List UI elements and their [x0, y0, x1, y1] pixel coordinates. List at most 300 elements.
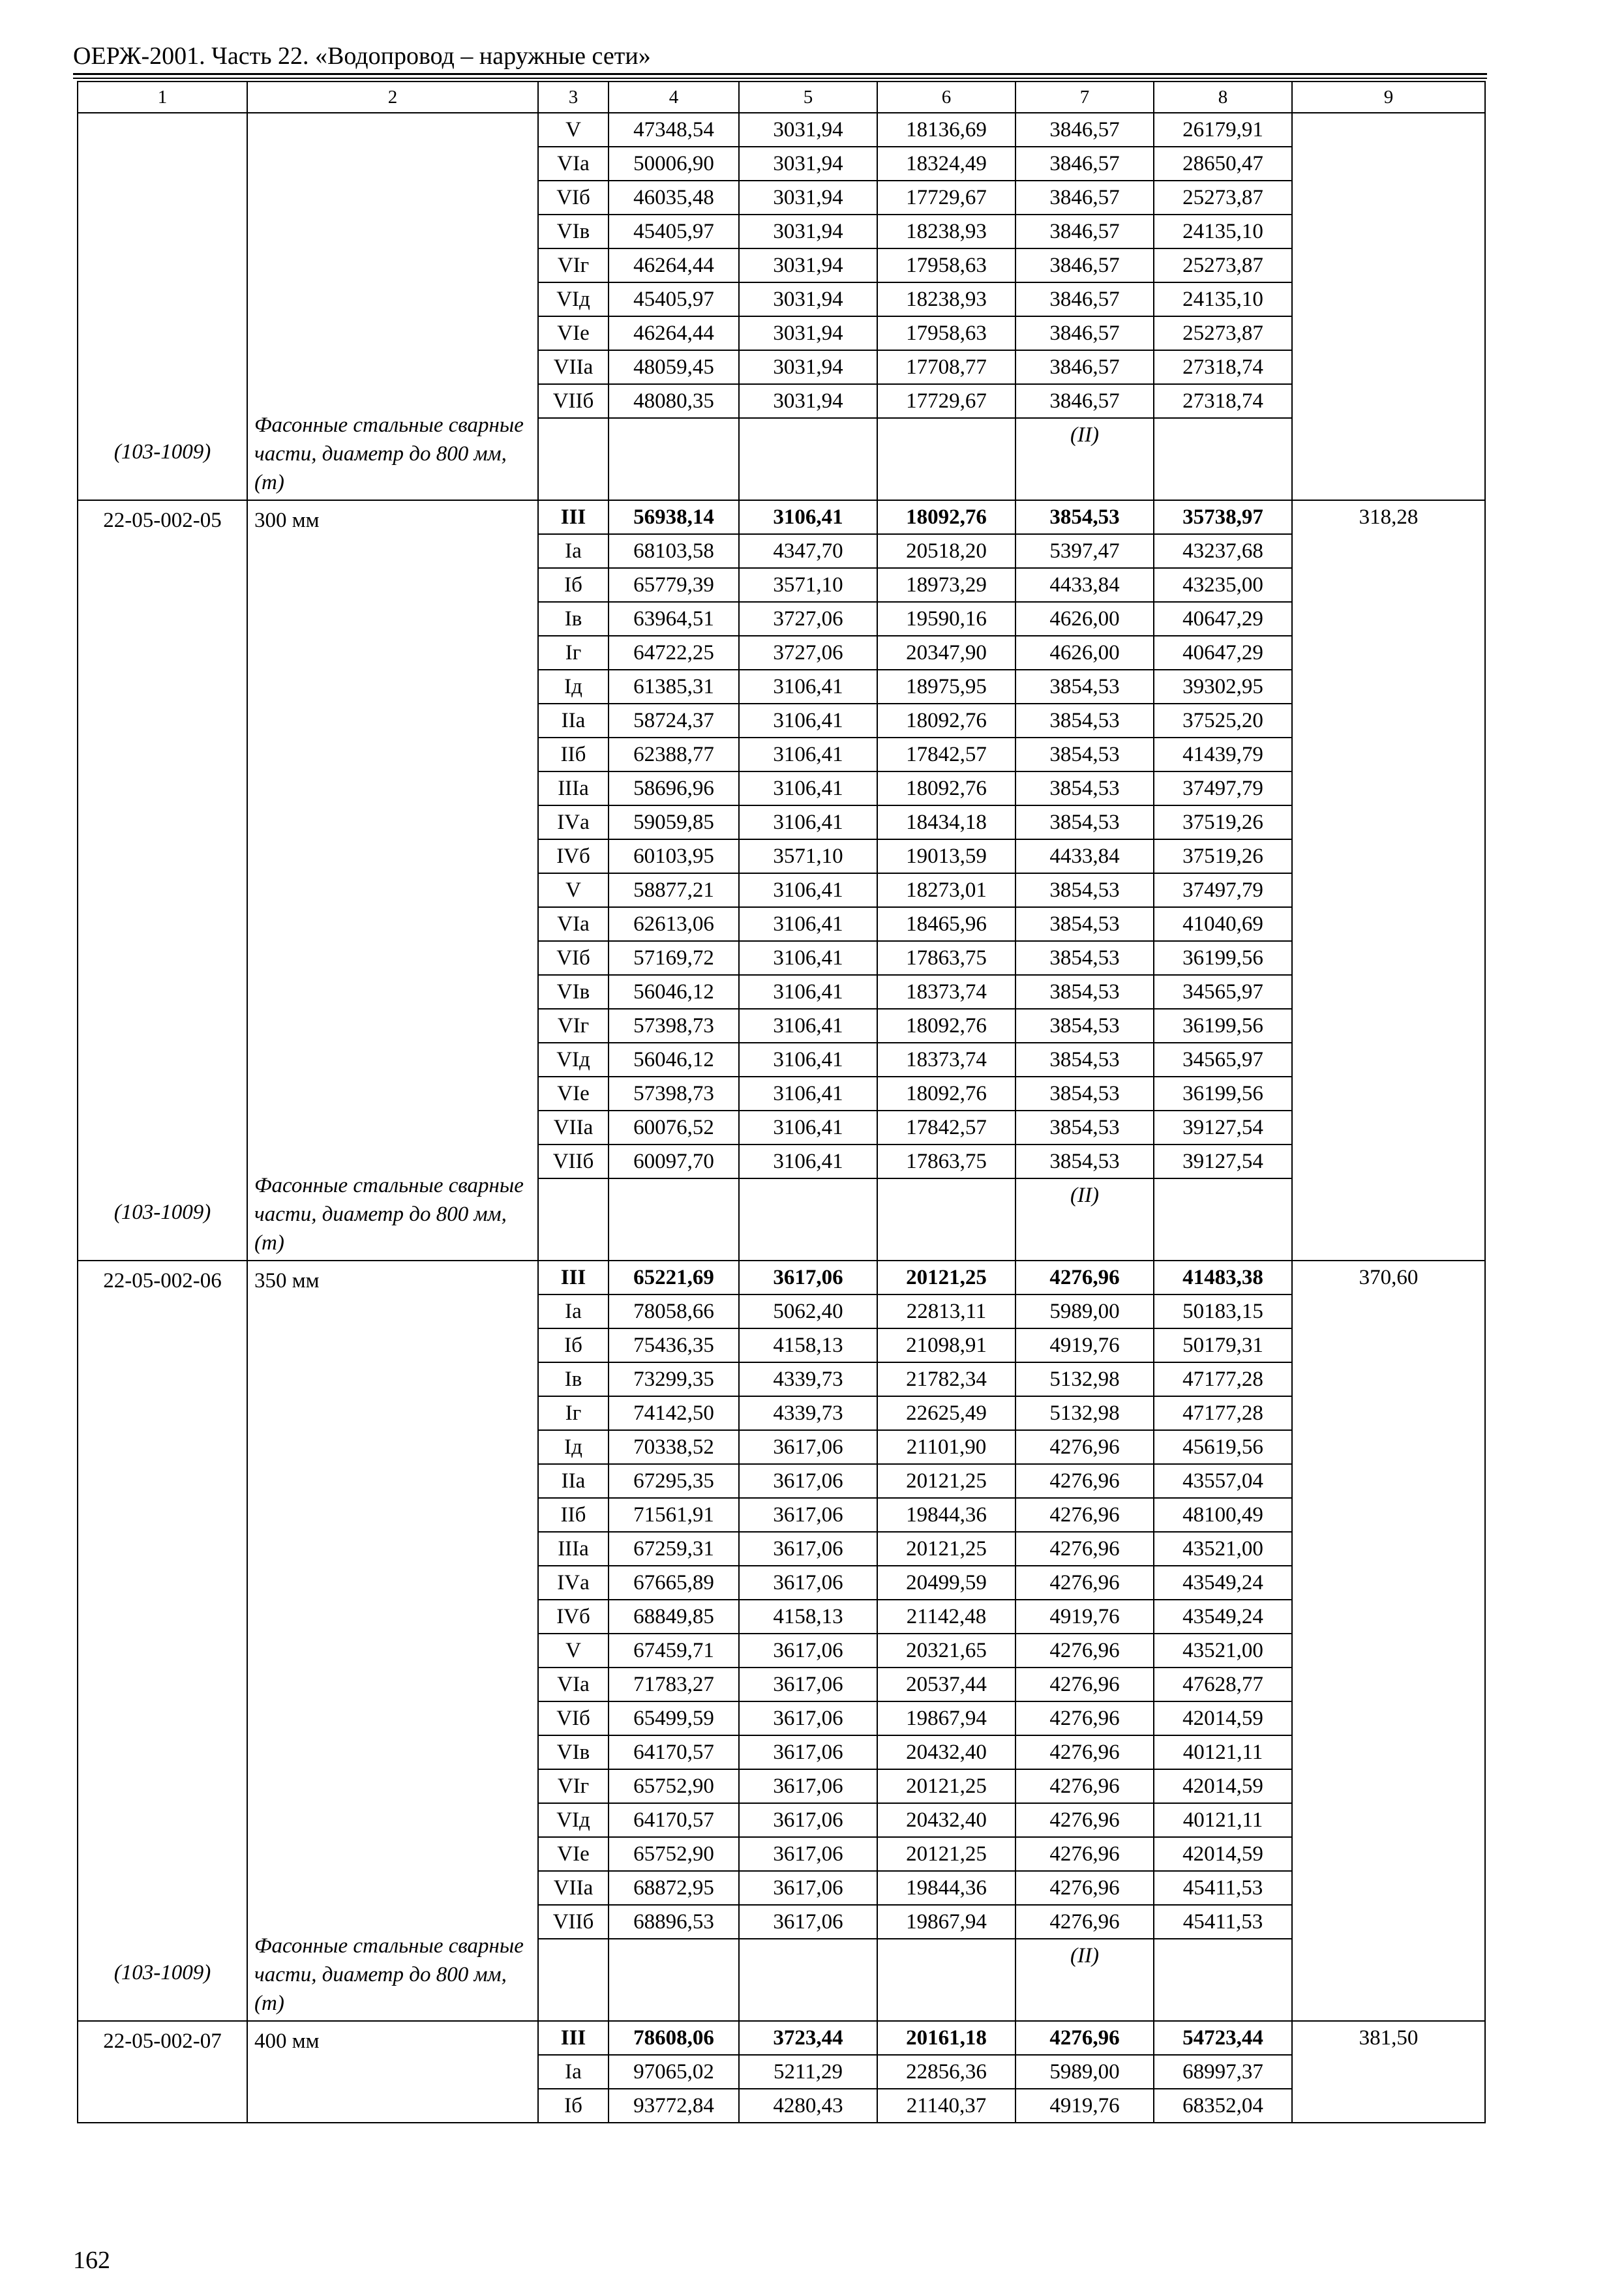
price-value-cell: 3106,41 [739, 704, 877, 738]
zone-code-cell: V [538, 113, 609, 147]
price-value-cell: 3106,41 [739, 1043, 877, 1077]
item-code: 22-05-002-05 [103, 509, 222, 532]
zone-code-cell: IIб [538, 738, 609, 771]
price-value-cell: 4347,70 [739, 534, 877, 568]
price-value-cell: 3854,53 [1015, 907, 1154, 941]
price-value-cell: 37525,20 [1154, 704, 1292, 738]
price-value-cell: 20432,40 [877, 1803, 1015, 1837]
price-value-cell: 3854,53 [1015, 771, 1154, 805]
price-value-cell: 4433,84 [1015, 839, 1154, 873]
price-value-cell: 4158,13 [739, 1600, 877, 1634]
price-value-cell: 3854,53 [1015, 704, 1154, 738]
price-value-cell: 34565,97 [1154, 975, 1292, 1009]
price-value-cell: 3106,41 [739, 771, 877, 805]
item-name: 400 мм [254, 2029, 320, 2053]
price-value-cell: 3031,94 [739, 147, 877, 181]
code-cell-content [78, 501, 247, 1260]
zone-code-cell: VIг [538, 1009, 609, 1043]
price-value-cell: 4280,43 [739, 2089, 877, 2123]
price-value-cell: 3031,94 [739, 181, 877, 215]
price-value-cell: 40121,11 [1154, 1803, 1292, 1837]
col9-value: 370,60 [1359, 1266, 1419, 1289]
price-value-cell: 3846,57 [1015, 248, 1154, 282]
price-value-cell: 54723,44 [1154, 2021, 1292, 2055]
price-value-cell: 73299,35 [609, 1362, 739, 1396]
zone-code-cell: Iб [538, 568, 609, 602]
price-value-cell: 3106,41 [739, 873, 877, 907]
price-value-cell: 18273,01 [877, 873, 1015, 907]
price-value-cell: 3617,06 [739, 1634, 877, 1668]
price-value-cell: 3106,41 [739, 1009, 877, 1043]
resource-code-cell [78, 113, 247, 500]
price-value-cell: 20161,18 [877, 2021, 1015, 2055]
item-name-cell [247, 2021, 538, 2123]
price-value-cell: 3106,41 [739, 1111, 877, 1144]
price-value-cell: 20321,65 [877, 1634, 1015, 1668]
price-value-cell: 45405,97 [609, 215, 739, 248]
price-value-cell: 4626,00 [1015, 636, 1154, 670]
zone-code-cell: IVа [538, 1566, 609, 1600]
price-value-cell: 3031,94 [739, 316, 877, 350]
zone-code-cell: VIв [538, 1735, 609, 1769]
price-value-cell: 43237,68 [1154, 534, 1292, 568]
price-value-cell: 37519,26 [1154, 805, 1292, 839]
price-value-cell: 36199,56 [1154, 1009, 1292, 1043]
price-value-cell: 64722,25 [609, 636, 739, 670]
empty-cell [609, 1939, 739, 2021]
price-value-cell: 3031,94 [739, 282, 877, 316]
price-value-cell: 4276,96 [1015, 1430, 1154, 1464]
price-value-cell: 3727,06 [739, 636, 877, 670]
price-value-cell: 3727,06 [739, 602, 877, 636]
price-value-cell: 21140,37 [877, 2089, 1015, 2123]
col9-value: 381,50 [1359, 2026, 1419, 2050]
price-value-cell: 43521,00 [1154, 1634, 1292, 1668]
reference-col8-cell [1015, 418, 1154, 500]
resource-code-cell [78, 500, 247, 1261]
zone-code-cell: VIIа [538, 350, 609, 384]
price-value-cell: 19590,16 [877, 602, 1015, 636]
item-code: 22-05-002-06 [103, 1269, 222, 1293]
price-value-cell: 19013,59 [877, 839, 1015, 873]
reference-name: Фасонные стальные сварные части, диаметр до 800 мм, (т) [254, 1174, 524, 1255]
reference-name: Фасонные стальные сварные части, диаметр до 800 мм, (т) [254, 413, 524, 494]
zone-code-cell: IVб [538, 1600, 609, 1634]
price-value-cell: 4276,96 [1015, 1803, 1154, 1837]
price-value-cell: 24135,10 [1154, 282, 1292, 316]
price-value-cell: 43235,00 [1154, 568, 1292, 602]
price-value-cell: 19867,94 [877, 1905, 1015, 1939]
item-name: 300 мм [254, 509, 320, 532]
price-value-cell: 64170,57 [609, 1735, 739, 1769]
price-value-cell: 56938,14 [609, 500, 739, 534]
price-value-cell: 56046,12 [609, 1043, 739, 1077]
zone-code-cell: Iб [538, 2089, 609, 2123]
price-value-cell: 4919,76 [1015, 1600, 1154, 1634]
price-value-cell: 3846,57 [1015, 282, 1154, 316]
reference-name: Фасонные стальные сварные части, диаметр до 800 мм, (т) [254, 1934, 524, 2015]
price-value-cell: 3854,53 [1015, 1111, 1154, 1144]
price-value-cell: 45619,56 [1154, 1430, 1292, 1464]
zone-code-cell: Iг [538, 1396, 609, 1430]
price-value-cell: 71561,91 [609, 1498, 739, 1532]
price-value-cell: 46264,44 [609, 316, 739, 350]
price-value-cell: 20499,59 [877, 1566, 1015, 1600]
price-value-cell: 3846,57 [1015, 384, 1154, 418]
price-value-cell: 3617,06 [739, 1566, 877, 1600]
zone-code-cell: VIа [538, 147, 609, 181]
price-value-cell: 67665,89 [609, 1566, 739, 1600]
column-number: 4 [609, 82, 739, 113]
price-value-cell: 41040,69 [1154, 907, 1292, 941]
zone-code-cell: VIа [538, 907, 609, 941]
price-value-cell: 40647,29 [1154, 636, 1292, 670]
price-value-cell: 41483,38 [1154, 1261, 1292, 1294]
price-value-cell: 4276,96 [1015, 1837, 1154, 1871]
zone-code-cell: VIд [538, 282, 609, 316]
price-value-cell: 3846,57 [1015, 215, 1154, 248]
price-value-cell: 18373,74 [877, 975, 1015, 1009]
price-value-cell: 45411,53 [1154, 1871, 1292, 1905]
price-value-cell: 25273,87 [1154, 316, 1292, 350]
price-value-cell: 18373,74 [877, 1043, 1015, 1077]
empty-cell [538, 1178, 609, 1261]
zone-code-cell: VIIа [538, 1871, 609, 1905]
price-value-cell: 43549,24 [1154, 1566, 1292, 1600]
price-value-cell: 3854,53 [1015, 941, 1154, 975]
price-value-cell: 20347,90 [877, 636, 1015, 670]
price-value-cell: 3854,53 [1015, 1077, 1154, 1111]
price-value-cell: 65499,59 [609, 1701, 739, 1735]
price-value-cell: 3106,41 [739, 738, 877, 771]
resource-code-cell [78, 1261, 247, 2021]
reference-col8: (II) [1070, 1184, 1099, 1207]
price-value-cell: 3854,53 [1015, 738, 1154, 771]
price-value-cell: 48080,35 [609, 384, 739, 418]
name-cell-content [248, 2022, 537, 2122]
price-value-cell: 3617,06 [739, 1464, 877, 1498]
price-value-cell: 39127,54 [1154, 1144, 1292, 1178]
zone-code-cell: VIг [538, 248, 609, 282]
price-value-cell: 18973,29 [877, 568, 1015, 602]
empty-cell [739, 1939, 877, 2021]
price-value-cell: 58724,37 [609, 704, 739, 738]
header-rule [73, 73, 1487, 75]
price-value-cell: 3106,41 [739, 907, 877, 941]
zone-code-cell: IIб [538, 1498, 609, 1532]
price-value-cell: 4158,13 [739, 1328, 877, 1362]
price-value-cell: 4276,96 [1015, 1769, 1154, 1803]
price-value-cell: 18092,76 [877, 500, 1015, 534]
reference-code: (103-1009) [113, 1201, 211, 1224]
price-value-cell: 24135,10 [1154, 215, 1292, 248]
price-value-cell: 62388,77 [609, 738, 739, 771]
price-value-cell: 4276,96 [1015, 1871, 1154, 1905]
zone-code-cell: VIIа [538, 1111, 609, 1144]
price-value-cell: 20432,40 [877, 1735, 1015, 1769]
price-value-cell: 28650,47 [1154, 147, 1292, 181]
zone-code-cell: VIIб [538, 384, 609, 418]
price-value-cell: 20121,25 [877, 1837, 1015, 1871]
name-cell-content [248, 501, 537, 1260]
price-value-cell: 3854,53 [1015, 670, 1154, 704]
price-value-cell: 4276,96 [1015, 1532, 1154, 1566]
price-value-cell: 27318,74 [1154, 384, 1292, 418]
price-value-cell: 3846,57 [1015, 316, 1154, 350]
price-value-cell: 17958,63 [877, 248, 1015, 282]
price-value-cell: 21782,34 [877, 1362, 1015, 1396]
empty-cell [877, 418, 1015, 500]
price-value-cell: 3106,41 [739, 975, 877, 1009]
price-value-cell: 26179,91 [1154, 113, 1292, 147]
zone-code-cell: IVб [538, 839, 609, 873]
price-value-cell: 20518,20 [877, 534, 1015, 568]
price-value-cell: 4919,76 [1015, 1328, 1154, 1362]
price-value-cell: 3571,10 [739, 839, 877, 873]
price-value-cell: 3846,57 [1015, 350, 1154, 384]
zone-code-cell: VIв [538, 215, 609, 248]
price-value-cell: 60103,95 [609, 839, 739, 873]
price-value-cell: 25273,87 [1154, 181, 1292, 215]
price-value-cell: 3031,94 [739, 248, 877, 282]
price-value-cell: 22625,49 [877, 1396, 1015, 1430]
price-value-cell: 21101,90 [877, 1430, 1015, 1464]
empty-cell [538, 1939, 609, 2021]
price-value-cell: 50006,90 [609, 147, 739, 181]
price-value-cell: 3031,94 [739, 215, 877, 248]
price-value-cell: 4339,73 [739, 1396, 877, 1430]
price-value-cell: 5989,00 [1015, 2055, 1154, 2089]
zone-code-cell: III [538, 1261, 609, 1294]
price-value-cell: 3846,57 [1015, 181, 1154, 215]
zone-code-cell: IIа [538, 1464, 609, 1498]
price-value-cell: 4276,96 [1015, 1905, 1154, 1939]
price-value-cell: 18465,96 [877, 907, 1015, 941]
price-value-cell: 3854,53 [1015, 1144, 1154, 1178]
price-value-cell: 45405,97 [609, 282, 739, 316]
price-value-cell: 22856,36 [877, 2055, 1015, 2089]
price-value-cell: 60076,52 [609, 1111, 739, 1144]
price-value-cell: 67259,31 [609, 1532, 739, 1566]
column-number: 5 [739, 82, 877, 113]
zone-code-cell: Iд [538, 1430, 609, 1464]
price-value-cell: 63964,51 [609, 602, 739, 636]
price-value-cell: 35738,97 [1154, 500, 1292, 534]
price-value-cell: 4433,84 [1015, 568, 1154, 602]
zone-code-cell: IVа [538, 805, 609, 839]
price-value-cell: 18238,93 [877, 215, 1015, 248]
price-value-cell: 68849,85 [609, 1600, 739, 1634]
price-value-cell: 3031,94 [739, 113, 877, 147]
price-value-cell: 3846,57 [1015, 113, 1154, 147]
zone-code-cell: IIа [538, 704, 609, 738]
price-value-cell: 62613,06 [609, 907, 739, 941]
price-value-cell: 3106,41 [739, 805, 877, 839]
zone-code-cell: Iа [538, 534, 609, 568]
price-value-cell: 3854,53 [1015, 805, 1154, 839]
price-value-cell: 18136,69 [877, 113, 1015, 147]
price-value-cell: 5397,47 [1015, 534, 1154, 568]
table-row [78, 113, 1485, 147]
price-value-cell: 45411,53 [1154, 1905, 1292, 1939]
price-value-cell: 3617,06 [739, 1701, 877, 1735]
price-value-cell: 68997,37 [1154, 2055, 1292, 2089]
column-number: 3 [538, 82, 609, 113]
empty-cell [538, 418, 609, 500]
price-value-cell: 39127,54 [1154, 1111, 1292, 1144]
price-value-cell: 37519,26 [1154, 839, 1292, 873]
price-value-cell: 34565,97 [1154, 1043, 1292, 1077]
zone-code-cell: VIд [538, 1803, 609, 1837]
zone-code-cell: V [538, 873, 609, 907]
price-value-cell: 3617,06 [739, 1668, 877, 1701]
zone-code-cell: V [538, 1634, 609, 1668]
zone-code-cell: VIе [538, 1837, 609, 1871]
col9-value: 318,28 [1359, 505, 1419, 529]
price-value-cell: 97065,02 [609, 2055, 739, 2089]
price-value-cell: 5132,98 [1015, 1362, 1154, 1396]
name-cell-content [248, 1261, 537, 2020]
price-table [77, 81, 1486, 2123]
price-value-cell: 61385,31 [609, 670, 739, 704]
price-value-cell: 20121,25 [877, 1464, 1015, 1498]
price-value-cell: 3846,57 [1015, 147, 1154, 181]
zone-code-cell: Iг [538, 636, 609, 670]
price-value-cell: 71783,27 [609, 1668, 739, 1701]
code-cell-content [78, 113, 247, 500]
column-number: 1 [78, 82, 247, 113]
price-value-cell: 3617,06 [739, 1769, 877, 1803]
price-value-cell: 17708,77 [877, 350, 1015, 384]
zone-code-cell: VIг [538, 1769, 609, 1803]
price-value-cell: 17842,57 [877, 1111, 1015, 1144]
price-value-cell: 50183,15 [1154, 1294, 1292, 1328]
price-value-cell: 17842,57 [877, 738, 1015, 771]
price-value-cell: 65779,39 [609, 568, 739, 602]
price-value-cell: 21098,91 [877, 1328, 1015, 1362]
price-value-cell: 4339,73 [739, 1362, 877, 1396]
price-value-cell: 40121,11 [1154, 1735, 1292, 1769]
reference-col8: (II) [1070, 423, 1099, 447]
price-value-cell: 68896,53 [609, 1905, 739, 1939]
zone-code-cell: VIб [538, 1701, 609, 1735]
zone-code-cell: VIа [538, 1668, 609, 1701]
price-value-cell: 70338,52 [609, 1430, 739, 1464]
price-value-cell: 3854,53 [1015, 500, 1154, 534]
price-value-cell: 78608,06 [609, 2021, 739, 2055]
item-name: 350 мм [254, 1269, 320, 1293]
zone-code-cell: VIе [538, 316, 609, 350]
resource-code-cell [78, 2021, 247, 2123]
price-value-cell: 18434,18 [877, 805, 1015, 839]
price-value-cell: 4276,96 [1015, 1261, 1154, 1294]
price-value-cell: 47628,77 [1154, 1668, 1292, 1701]
item-code: 22-05-002-07 [103, 2029, 222, 2053]
price-value-cell: 46264,44 [609, 248, 739, 282]
zone-code-cell: Iв [538, 1362, 609, 1396]
price-value-cell: 25273,87 [1154, 248, 1292, 282]
item-name-cell [247, 1261, 538, 2021]
item-name-cell [247, 113, 538, 500]
price-value-cell: 78058,66 [609, 1294, 739, 1328]
price-value-cell: 17729,67 [877, 384, 1015, 418]
column-number: 7 [1015, 82, 1154, 113]
price-value-cell: 48100,49 [1154, 1498, 1292, 1532]
price-value-cell: 60097,70 [609, 1144, 739, 1178]
price-value-cell: 17729,67 [877, 181, 1015, 215]
price-value-cell: 58696,96 [609, 771, 739, 805]
price-value-cell: 47177,28 [1154, 1362, 1292, 1396]
price-value-cell: 41439,79 [1154, 738, 1292, 771]
price-value-cell: 56046,12 [609, 975, 739, 1009]
col9-cell [1292, 2021, 1485, 2123]
col9-cell [1292, 113, 1485, 500]
price-value-cell: 36199,56 [1154, 1077, 1292, 1111]
column-number-row [78, 82, 1485, 113]
price-value-cell: 57398,73 [609, 1009, 739, 1043]
price-value-cell: 5132,98 [1015, 1396, 1154, 1430]
col9-cell [1292, 1261, 1485, 2021]
price-value-cell: 20537,44 [877, 1668, 1015, 1701]
price-value-cell: 46035,48 [609, 181, 739, 215]
zone-code-cell: VIб [538, 181, 609, 215]
price-value-cell: 3106,41 [739, 941, 877, 975]
price-value-cell: 4626,00 [1015, 602, 1154, 636]
code-cell-content [78, 2022, 247, 2122]
price-value-cell: 47348,54 [609, 113, 739, 147]
column-number: 6 [877, 82, 1015, 113]
price-value-cell: 3106,41 [739, 1077, 877, 1111]
zone-code-cell: Iа [538, 1294, 609, 1328]
price-value-cell: 42014,59 [1154, 1701, 1292, 1735]
price-value-cell: 4276,96 [1015, 1464, 1154, 1498]
table-row [78, 500, 1485, 534]
price-value-cell: 68872,95 [609, 1871, 739, 1905]
price-value-cell: 65752,90 [609, 1837, 739, 1871]
price-value-cell: 18238,93 [877, 282, 1015, 316]
price-value-cell: 65752,90 [609, 1769, 739, 1803]
price-value-cell: 18092,76 [877, 1077, 1015, 1111]
price-value-cell: 37497,79 [1154, 771, 1292, 805]
column-number: 8 [1154, 82, 1292, 113]
price-value-cell: 3106,41 [739, 670, 877, 704]
zone-code-cell: VIе [538, 1077, 609, 1111]
col9-cell [1292, 500, 1485, 1261]
price-value-cell: 22813,11 [877, 1294, 1015, 1328]
price-value-cell: 68103,58 [609, 534, 739, 568]
price-value-cell: 19844,36 [877, 1871, 1015, 1905]
zone-code-cell: VIв [538, 975, 609, 1009]
header-rule [73, 78, 1487, 79]
price-value-cell: 3617,06 [739, 1430, 877, 1464]
page-number: 162 [73, 2247, 110, 2274]
price-value-cell: 3617,06 [739, 1803, 877, 1837]
price-value-cell: 4919,76 [1015, 2089, 1154, 2123]
code-cell-content [78, 1261, 247, 2020]
price-value-cell: 18975,95 [877, 670, 1015, 704]
price-value-cell: 57169,72 [609, 941, 739, 975]
price-value-cell: 68352,04 [1154, 2089, 1292, 2123]
price-value-cell: 3854,53 [1015, 1009, 1154, 1043]
zone-code-cell: Iд [538, 670, 609, 704]
reference-code: (103-1009) [113, 440, 211, 464]
price-value-cell: 4276,96 [1015, 1634, 1154, 1668]
price-value-cell: 4276,96 [1015, 2021, 1154, 2055]
zone-code-cell: VIIб [538, 1905, 609, 1939]
zone-code-cell: IIIа [538, 771, 609, 805]
price-value-cell: 40647,29 [1154, 602, 1292, 636]
price-value-cell: 21142,48 [877, 1600, 1015, 1634]
